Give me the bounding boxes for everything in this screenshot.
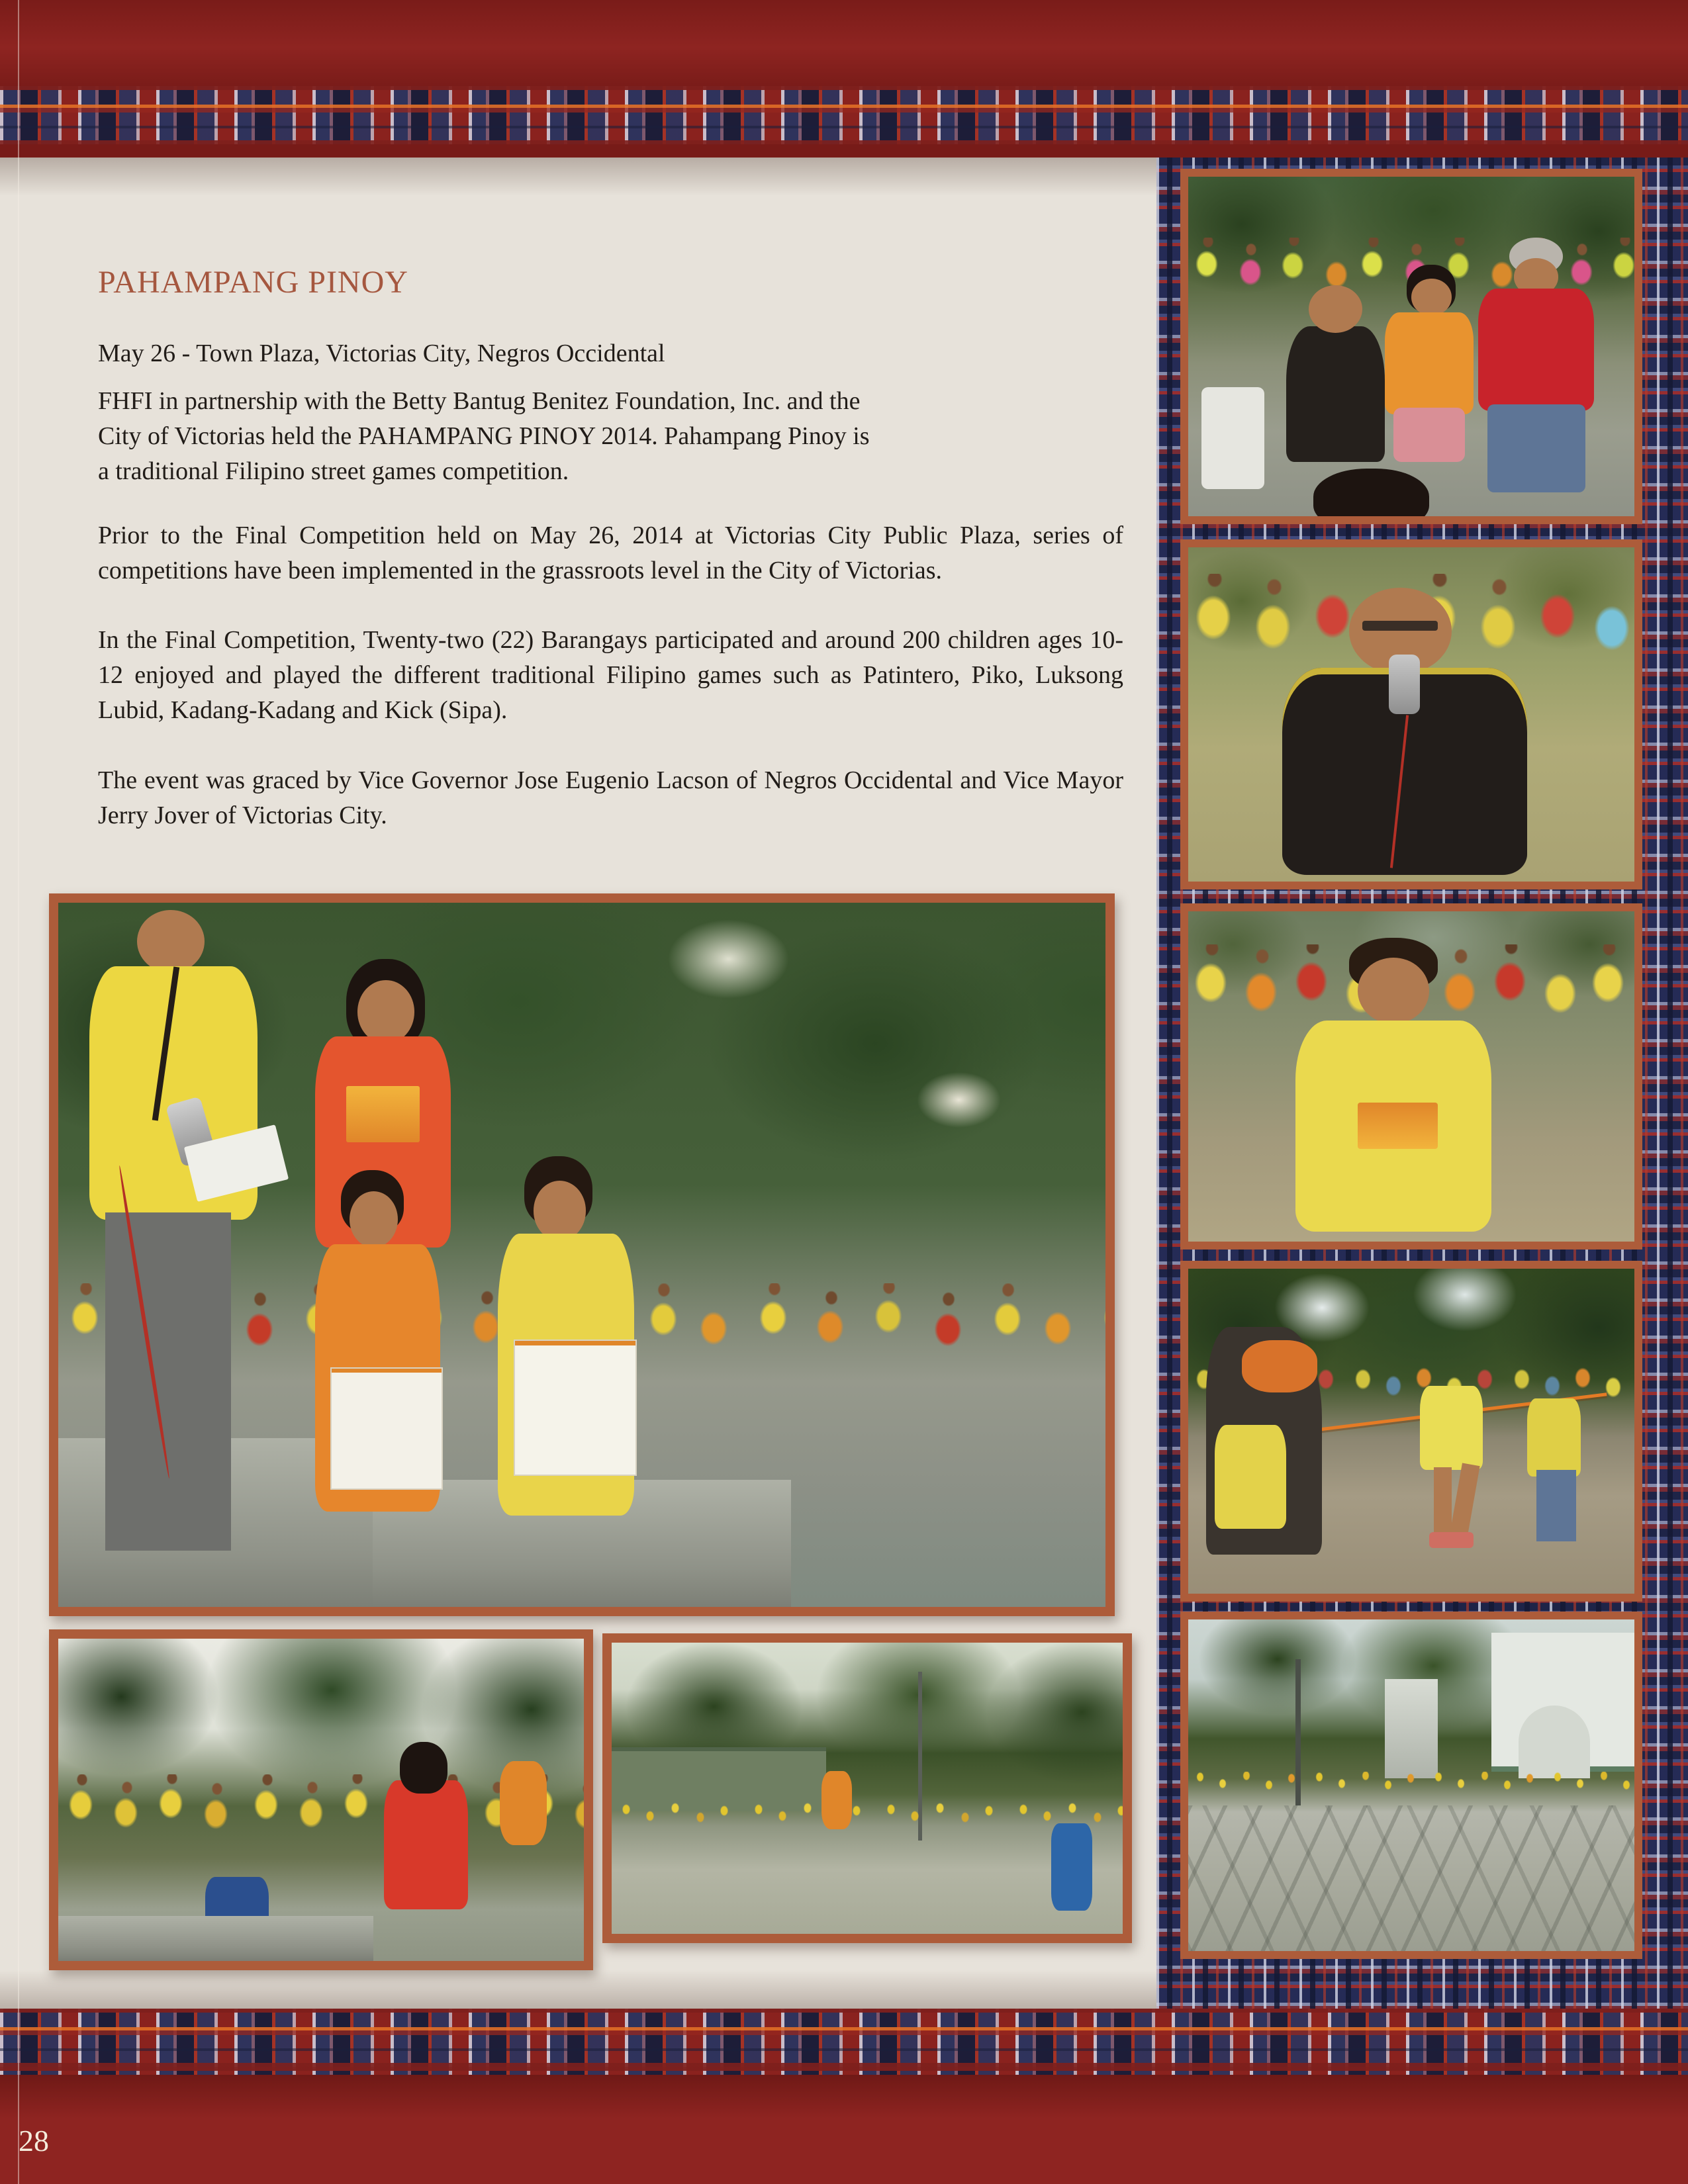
figure-watcher-jeans — [1536, 1470, 1577, 1541]
figure-jumper-shirt — [1420, 1386, 1482, 1471]
crowd-layer — [1188, 1772, 1634, 1864]
figure-woman-face — [357, 980, 414, 1044]
page-number: 28 — [19, 2124, 49, 2158]
concrete-planter — [58, 1916, 373, 1961]
article-paragraph-2: Prior to the Final Competition held on May 26, 2014 at Victorias City Public Plaza, series of competitions have been implemented in the grassroots level in the City of Victorias. — [98, 522, 1123, 584]
figure-woman-red-hair — [400, 1742, 447, 1794]
figure-boy-yellow-face — [534, 1181, 586, 1240]
figure-woman-pink-shorts — [1393, 408, 1465, 462]
figure-man-red-shirt — [1478, 289, 1594, 411]
figure-rope-holder-yellow — [1215, 1425, 1286, 1529]
figure-man-black-polo — [1286, 326, 1384, 462]
figure-rope-holder-scarf — [1242, 1340, 1318, 1392]
figure-speaker-glasses — [1362, 621, 1438, 631]
photo-group-children — [49, 1629, 593, 1970]
figure-boy-orange-face — [350, 1191, 398, 1248]
certificate — [330, 1367, 443, 1490]
left-margin-hairline — [18, 0, 19, 2184]
building-arch — [1519, 1706, 1590, 1778]
bottom-woven-border — [0, 2009, 1688, 2075]
school-building — [612, 1747, 826, 1811]
figure-emcee-head — [137, 910, 205, 974]
article-subtitle: May 26 - Town Plaza, Victorias City, Negros Occidental — [98, 340, 665, 367]
photo-officials-seated — [1180, 169, 1642, 524]
top-red-strip — [0, 144, 1688, 158]
crowd-layer — [612, 1803, 1123, 1867]
page-title: PAHAMPANG PINOY — [98, 265, 408, 300]
figure-marshal-orange — [500, 1761, 547, 1845]
paragraph-1-line-1: FHFI in partnership with the Betty Bantug Benitez Foundation, Inc. and the — [98, 387, 861, 415]
certificate — [514, 1340, 637, 1476]
photo-luksong-lubid — [1180, 1261, 1642, 1602]
shirt-print — [1358, 1103, 1438, 1149]
figure-woman-face — [1411, 279, 1452, 316]
figure-boy-face — [1358, 958, 1429, 1024]
figure-boy-blue — [1051, 1823, 1092, 1911]
figure-jumper-leg2 — [1450, 1463, 1480, 1539]
figure-jumper-shoes — [1429, 1532, 1474, 1549]
figure-jumper-legs — [1434, 1467, 1452, 1539]
paragraph-1-line-3: a traditional Filipino street games competition. — [98, 457, 569, 485]
photo-plaza-games — [1180, 1612, 1642, 1959]
figure-woman-orange-top — [1385, 312, 1474, 414]
figure-man-red-jeans — [1487, 404, 1585, 492]
figure-woman-red — [384, 1780, 468, 1909]
bottom-red-band — [0, 2075, 1688, 2184]
article-paragraph-4: The event was graced by Vice Governor Jose Eugenio Lacson of Negros Occidental and Vice Mayor Jerry Jover of Victorias City. — [98, 766, 1123, 829]
figure-man-black-head — [1309, 285, 1362, 333]
photo-schoolyard-crowd — [602, 1633, 1132, 1943]
monument — [1385, 1679, 1438, 1778]
figure-foreground-head — [1313, 469, 1429, 524]
top-red-band — [0, 0, 1688, 86]
photo-main-awarding — [49, 893, 1115, 1616]
shirt-print — [346, 1086, 420, 1142]
paragraph-1-line-2: City of Victorias held the PAHAMPANG PINOY 2014. Pahampang Pinoy is — [98, 422, 870, 450]
article-paragraph-1 — [98, 384, 1131, 489]
figure-emcee-pants — [105, 1212, 231, 1551]
photo-speaker-microphone — [1180, 539, 1642, 889]
top-woven-border — [0, 86, 1688, 144]
figure-marshal-orange — [821, 1771, 852, 1829]
article-paragraph-3: In the Final Competition, Twenty-two (22) Barangays participated and around 200 children ages 10-12 enjoyed and played the different traditional Filipino games such as Patintero, Piko, Luksong Lubid, Kadang-Kadang and Kick (Sipa). — [98, 626, 1123, 724]
lamppost-lamps — [1273, 1653, 1327, 1676]
photo-boy-competing — [1180, 903, 1642, 1250]
figure-watcher-yellow — [1527, 1398, 1581, 1477]
microphone-icon — [1389, 655, 1420, 715]
figure-white-chair — [1201, 387, 1264, 489]
